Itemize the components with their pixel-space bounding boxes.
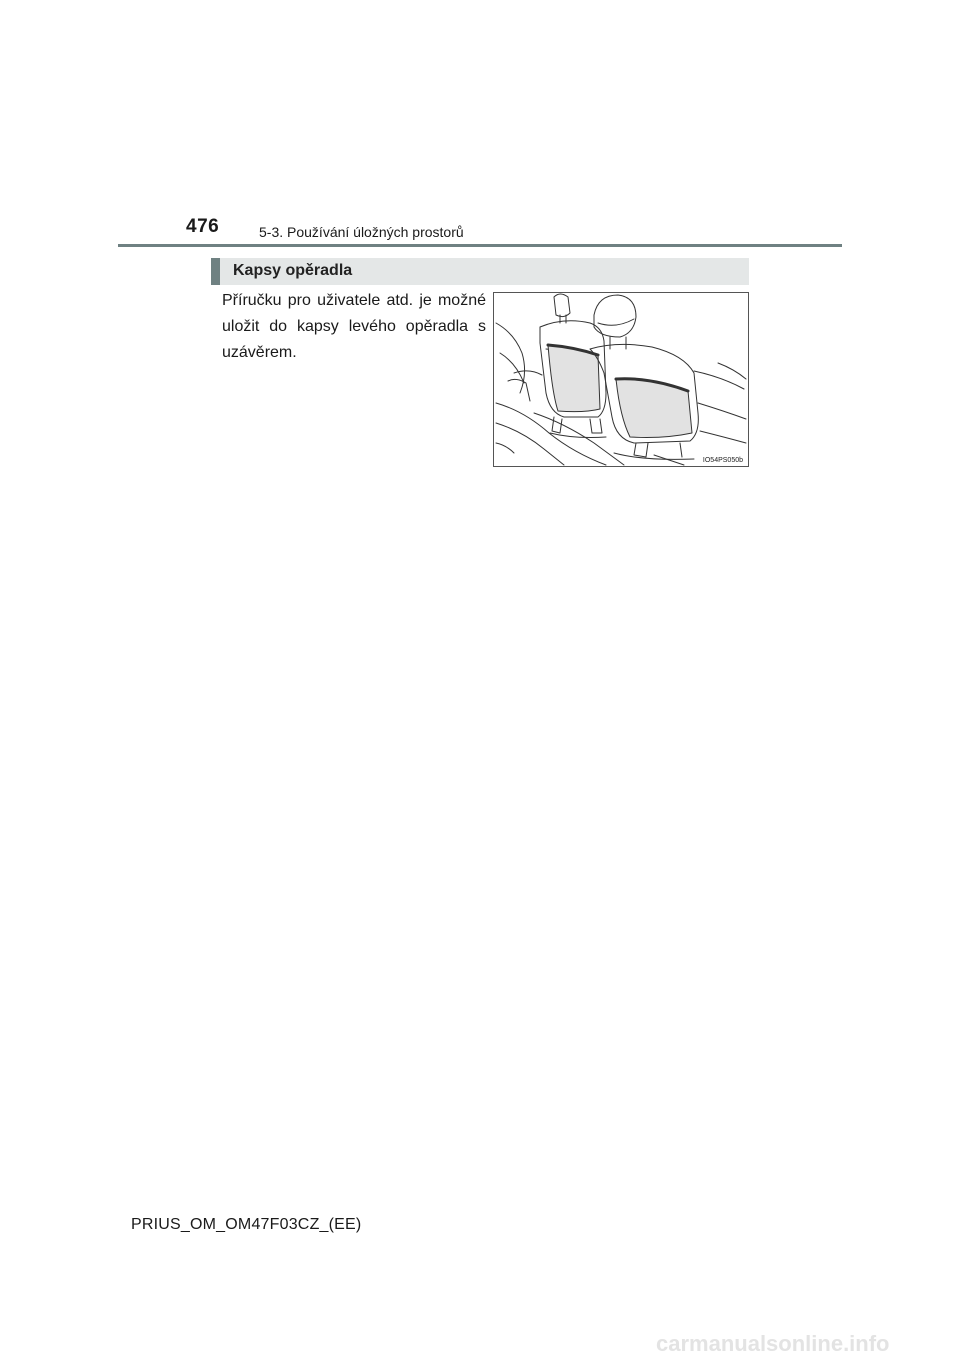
section-header: 5-3. Používání úložných prostorů xyxy=(259,224,464,240)
seat-pocket-illustration xyxy=(493,292,749,467)
figure-code: IO54PS050b xyxy=(702,457,743,464)
seat-pocket-drawing xyxy=(494,293,748,466)
header-divider xyxy=(118,244,842,247)
watermark: carmanualsonline.info xyxy=(656,1331,890,1356)
body-paragraph: Příručku pro uživatele atd. je možné uložit do kapsy levého opěradla s uzávěrem. xyxy=(222,292,486,361)
section-heading-bar xyxy=(211,258,749,285)
page-number: 476 xyxy=(186,216,220,237)
section-heading: Kapsy opěradla xyxy=(233,262,353,279)
document-id: PRIUS_OM_OM47F03CZ_(EE) xyxy=(131,1216,362,1233)
